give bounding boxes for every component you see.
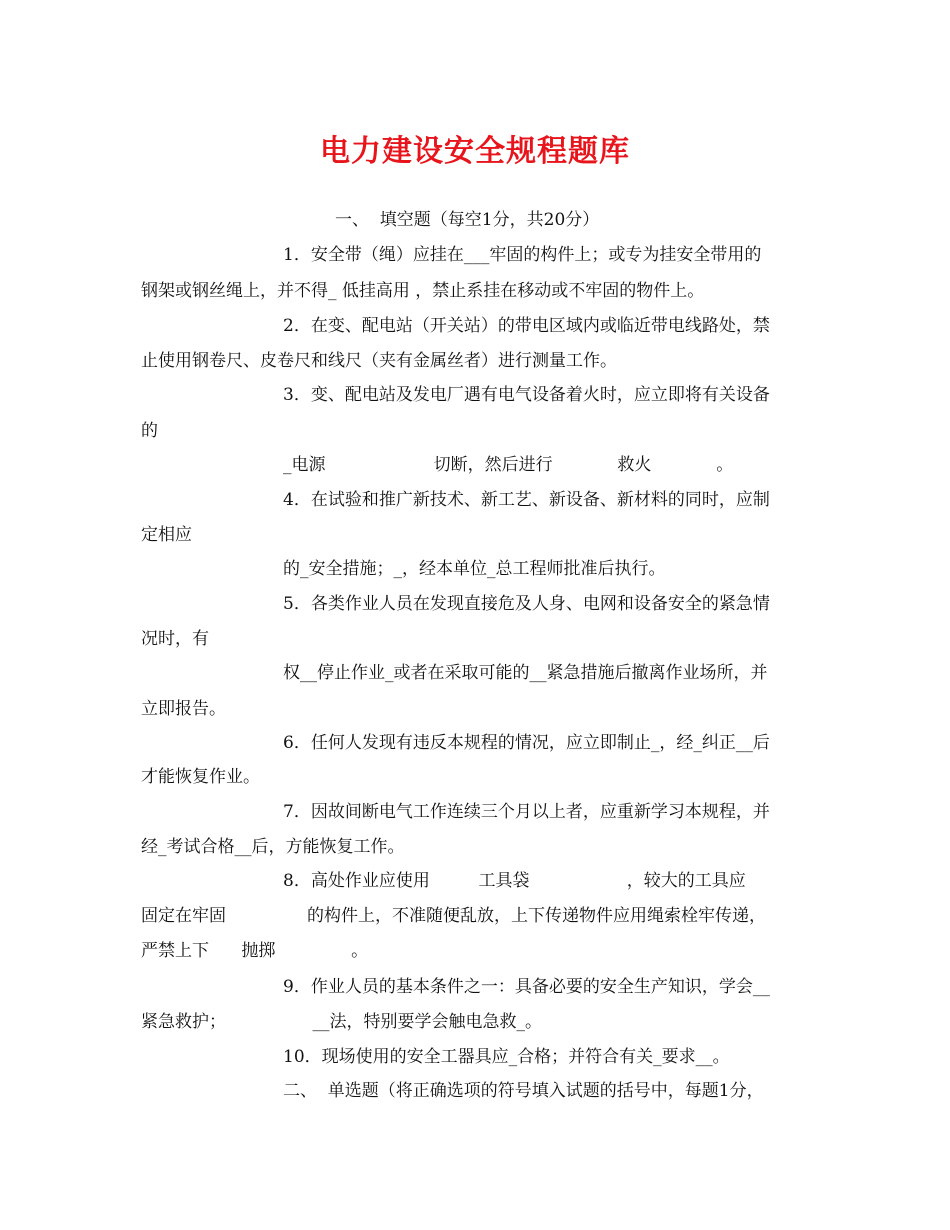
text-line: 8．高处作业应使用 工具袋 ，较大的工具应 <box>283 871 746 891</box>
text-line: 3．变、配电站及发电厂遇有电气设备着火时，应立即将有关设备 <box>283 385 770 405</box>
text-line: 10．现场使用的安全工器具应_合格；并符合有关_要求__。 <box>283 1047 730 1067</box>
text-line: 止使用钢卷尺、皮卷尺和线尺（夹有金属丝者）进行测量工作。 <box>141 351 617 371</box>
text-line: 钢架或钢丝绳上，并不得_ 低挂高用 ，禁止系挂在移动或不牢固的物件上。 <box>141 281 705 301</box>
text-line: 2．在变、配电站（开关站）的带电区域内或临近带电线路处，禁 <box>283 316 770 336</box>
section-heading-single-choice: 二、 单选题（将正确选项的符号填入试题的括号中，每题1分， <box>283 1081 764 1101</box>
section-heading-fill-blank: 一、 填空题（每空1分，共20分） <box>335 210 600 230</box>
text-line: 权__停止作业_或者在采取可能的__紧急措施后撤离作业场所，并 <box>283 663 768 683</box>
text-line: 的 <box>141 421 158 441</box>
text-line: 5．各类作业人员在发现直接危及人身、电网和设备安全的紧急情 <box>283 594 770 614</box>
text-line: 9．作业人员的基本条件之一：具备必要的安全生产知识，学会__ <box>283 977 770 997</box>
text-line: 才能恢复作业。 <box>141 767 260 787</box>
text-line: 况时，有 <box>141 629 209 649</box>
text-line: 定相应 <box>141 525 192 545</box>
text-line: 的_安全措施；_，经本单位_总工程师批准后执行。 <box>283 559 666 579</box>
text-line: 7．因故间断电气工作连续三个月以上者，应重新学习本规程，并 <box>283 802 770 822</box>
text-line: 经_考试合格__后，方能恢复工作。 <box>141 837 405 857</box>
text-line: _电源 切断，然后进行 救火 。 <box>283 455 734 475</box>
text-line: 固定在牢固 的构件上，不准随便乱放，上下传递物件应用绳索栓牢传递， <box>141 906 767 926</box>
text-line: 4．在试验和推广新技术、新工艺、新设备、新材料的同时，应制 <box>283 490 770 510</box>
text-line: 1．安全带（绳）应挂在___牢固的构件上；或专为挂安全带用的 <box>283 245 762 265</box>
text-line: 紧急救护； __法，特别要学会触电急救_。 <box>141 1012 542 1032</box>
text-line: 严禁上下 抛掷 。 <box>141 941 369 961</box>
text-line: 立即报告。 <box>141 699 226 719</box>
document-title: 电力建设安全规程题库 <box>320 134 630 169</box>
text-line: 6．任何人发现有违反本规程的情况，应立即制止_，经_纠正__后 <box>283 733 770 753</box>
